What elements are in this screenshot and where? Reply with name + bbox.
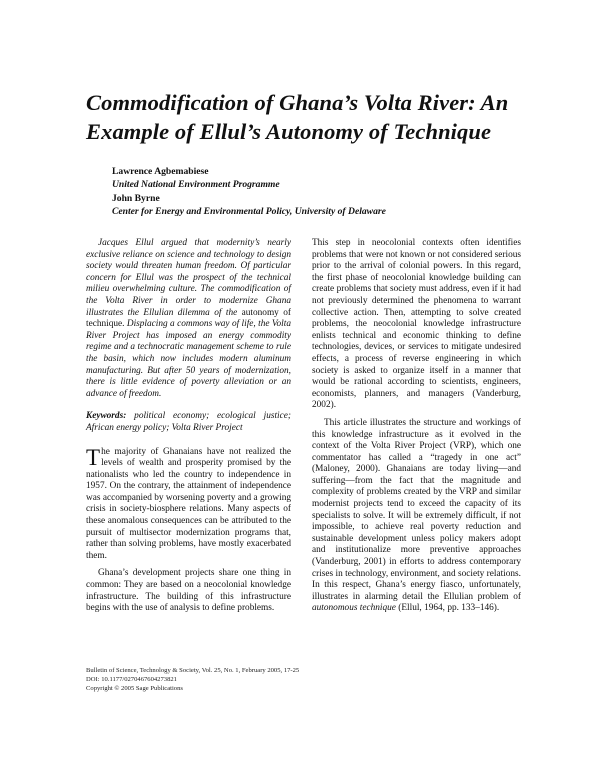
abstract [86, 238, 291, 400]
copyright: Copyright © 2005 Sage Publications [86, 685, 183, 692]
paragraph-text: This article illustrates the structure and workings of this knowledge infrastructure as it evolved in the context of the Volta River Project (VRP), which one commentator has called a “tragedy in one act” (Maloney, 2000). Ghanaians are today living—and suffering—from the fact that the magnitude and complexity of problems created by the VRP and similar modernist projects tend to exceed the capacity of its specialists to solve. It will be extremely difficult, if not impossible, to achieve real poverty reduction and sustainable development unless policy makers adopt and institutionalize more preventive approaches (Vanderburg, 2001) in efforts to address contemporary crises in technology, environment, and society relations. In this respect, Ghana’s energy fiasco, unfortunately, illustrates in alarming detail the Ellulian problem of [312, 417, 521, 602]
keywords-text: political economy; ecological justice; African energy policy; Volta River Project [86, 411, 291, 433]
author-name: John Byrne [112, 193, 160, 204]
drop-cap: T [86, 444, 101, 470]
paragraph-text: he majority of Ghanaians have not realized the levels of wealth and prosperity promised by the nationalists who led the country to independence in 1957. On the contrary, the attainment of independence was accompanied by worsening poverty and a growing crisis in society-biosphere relations. Many aspects of these anomalous consequences can be attributed to the pursuit of multisector modernization programs that, rather than solving problems, have mostly exacerbated them. [86, 446, 291, 561]
abstract-text: Jacques Ellul argued that modernity’s nearly exclusive reliance on science and technology to design society would threaten human freedom. Of particular concern for Ellul was the prospect of the technical milieu overwhelming culture. The commodification of the Volta River in order to modernize Ghana illustrates the Ellulian dilemma of the [86, 238, 291, 318]
author-block [112, 166, 552, 220]
body-paragraph: Ghana’s development projects share one thing in common: They are based on a neocolonial knowledge infrastructure. The building of this infrastructure begins with the use of analysis to define problems. [86, 568, 291, 614]
right-column [312, 238, 521, 615]
author-name: Lawrence Agbemabiese [112, 166, 209, 177]
publication-footer [86, 666, 526, 693]
abstract-text: Displacing a commons way of life, the Volta River Project has imposed an energy commodity regime and a technocratic management scheme to rule the basin, which now includes modern aluminum manufacturing. But after 50 years of modernization, there is little evidence of poverty alleviation or an advance of freedom. [86, 319, 291, 399]
keywords [86, 411, 291, 434]
author-affiliation: Center for Energy and Environmental Policy, University of Delaware [112, 205, 386, 217]
left-column [86, 238, 291, 615]
italic-term: autonomous technique [312, 603, 396, 614]
body-paragraph [86, 444, 291, 563]
keywords-label: Keywords: [86, 411, 127, 422]
author-affiliation: United National Environment Programme [112, 178, 280, 190]
abstract-upright-text: autonomy of technique. [86, 307, 291, 330]
body-paragraph [312, 418, 521, 615]
body-paragraph: This step in neocolonial contexts often identifies problems that were not known or not considered serious prior to the arrival of colonial powers. In this regard, the first phase of neocolonial knowledge building can create problems that society must address, even if it had not previously determined the phenomena to warrant collective action. Then, attempting to solve created problems, the neocolonial knowledge infrastructure enlists technical and economic thinking to define technologies, devices, or services to mitigate undesired effects, a process of reverse engineering in which society is asked to organize itself in a manner that would be rational according to scientists, engineers, economists, planners, and managers (Vanderburg, 2002). [312, 238, 521, 411]
doi: DOI: 10.1177/0270467604273821 [86, 676, 177, 683]
citation-text: (Ellul, 1964, pp. 133–146). [398, 603, 500, 614]
journal-citation: Bulletin of Science, Technology & Society, Vol. 25, No. 1, February 2005, 17-25 [86, 667, 300, 674]
article-title: Commodification of Ghana’s Volta River: An Example of Ellul’s Autonomy of Technique [86, 90, 509, 144]
